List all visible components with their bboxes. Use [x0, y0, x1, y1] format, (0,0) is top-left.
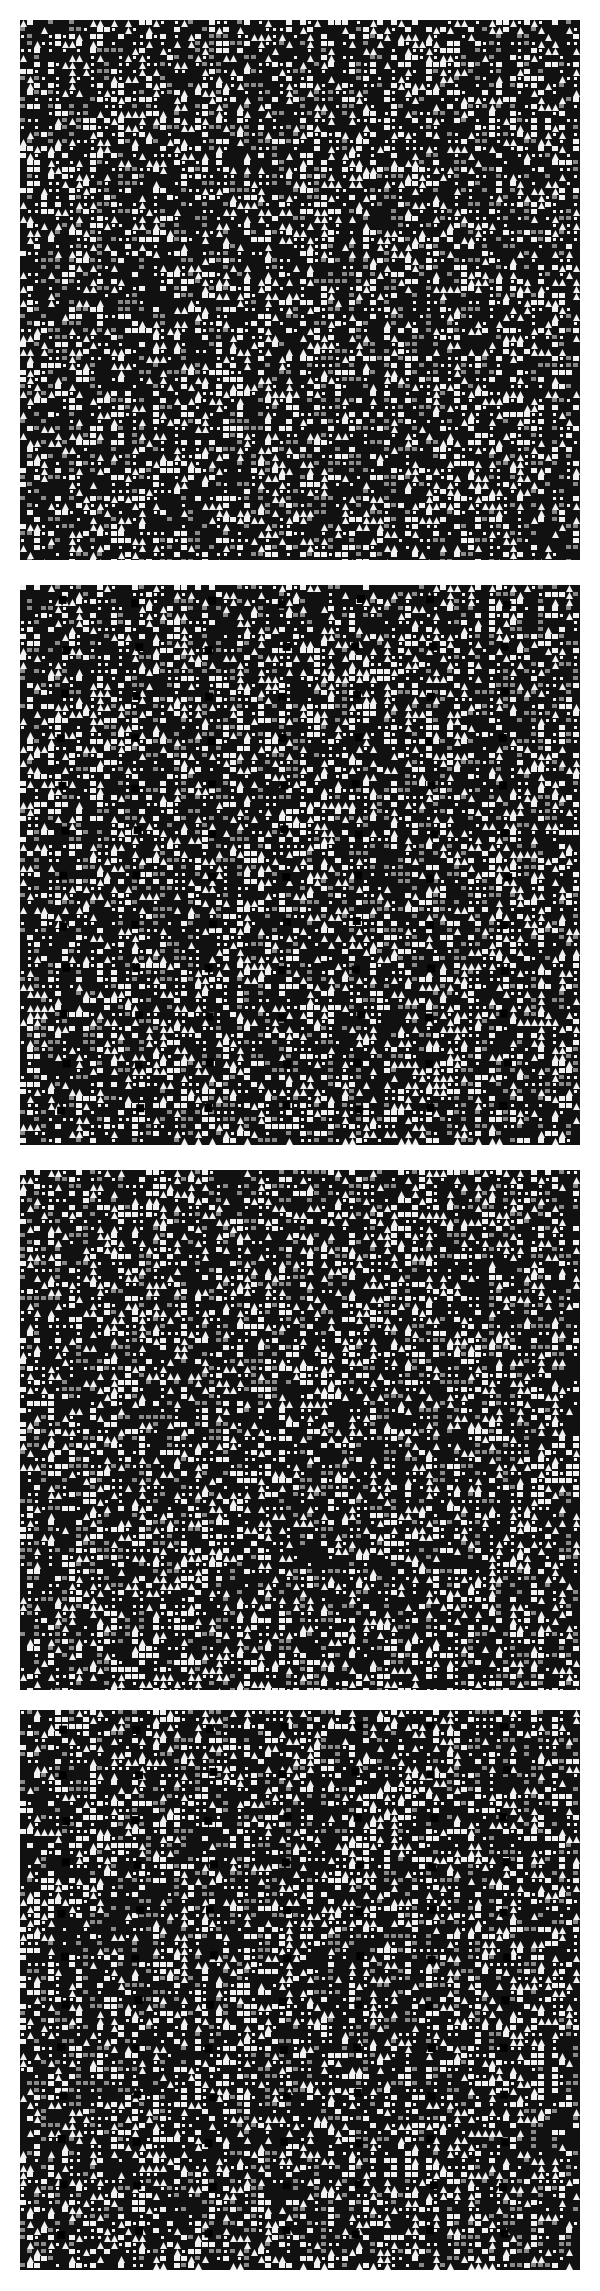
marker-square	[356, 1861, 364, 1869]
marker-square	[425, 2002, 433, 2010]
marker-square	[427, 781, 435, 789]
marker-square	[351, 643, 359, 651]
marker-square	[284, 1813, 292, 1821]
marker-square	[426, 1104, 434, 1112]
marker-square	[429, 643, 437, 651]
marker-square	[210, 1951, 218, 1959]
marker-square	[135, 1771, 143, 1779]
marker-square	[59, 1771, 67, 1779]
marker-square	[426, 1722, 434, 1730]
marker-square	[57, 2043, 65, 2051]
marker-square	[429, 1863, 437, 1871]
marker-square	[135, 1996, 143, 2004]
marker-square	[59, 596, 67, 604]
marker-square	[353, 1059, 361, 1067]
marker-square	[352, 2231, 360, 2239]
marker-square	[427, 965, 435, 973]
marker-square	[136, 1104, 144, 1112]
marker-square	[63, 646, 71, 654]
marker-square	[426, 2135, 434, 2143]
marker-square	[504, 873, 512, 881]
marker-square	[278, 693, 286, 701]
marker-square	[428, 2044, 436, 2052]
marker-square	[61, 827, 69, 835]
texture-panel-3	[20, 1170, 580, 1690]
marker-square	[133, 872, 141, 880]
marker-square	[279, 1998, 287, 2006]
marker-square	[499, 1102, 507, 1110]
marker-square	[58, 782, 66, 790]
marker-square	[355, 831, 363, 839]
marker-square	[209, 920, 217, 928]
marker-square	[131, 1816, 139, 1824]
marker-square	[59, 2181, 67, 2189]
marker-square	[208, 737, 216, 745]
marker-square	[504, 1058, 512, 1066]
marker-square	[426, 595, 434, 603]
marker-square	[501, 688, 509, 696]
marker-square	[280, 2046, 288, 2054]
marker-square	[132, 1726, 140, 1734]
marker-square	[134, 1861, 142, 1869]
marker-square	[431, 830, 439, 838]
marker-square	[428, 1956, 436, 1964]
marker-square	[355, 1908, 363, 1916]
marker-square	[133, 2182, 141, 2190]
marker-square	[283, 1906, 291, 1914]
marker-square	[59, 872, 67, 880]
marker-square	[427, 1770, 435, 1778]
marker-square	[501, 967, 509, 975]
marker-square	[355, 1722, 363, 1730]
marker-square	[209, 2183, 217, 2191]
marker-square	[278, 600, 286, 608]
marker-square	[280, 825, 288, 833]
marker-square	[354, 1814, 362, 1822]
marker-square	[62, 964, 70, 972]
texture-pattern-4	[20, 1710, 580, 2270]
marker-square	[208, 597, 216, 605]
marker-square	[499, 782, 507, 790]
marker-square	[353, 691, 361, 699]
marker-square	[135, 1061, 143, 1069]
marker-square	[205, 964, 213, 972]
marker-square	[136, 1906, 144, 1914]
marker-square	[208, 873, 216, 881]
marker-square	[279, 1014, 287, 1022]
marker-square	[501, 829, 509, 837]
marker-square	[357, 595, 365, 603]
marker-square	[205, 2139, 213, 2147]
marker-square	[209, 1768, 217, 1776]
marker-square	[132, 2045, 140, 2053]
marker-square	[131, 1955, 139, 1963]
marker-square	[283, 2181, 291, 2189]
marker-square	[283, 643, 291, 651]
marker-square	[131, 599, 139, 607]
marker-square	[353, 917, 361, 925]
marker-square	[283, 1060, 291, 1068]
marker-square	[499, 1909, 507, 1917]
marker-square	[354, 2001, 362, 2009]
marker-square	[283, 2092, 291, 2100]
marker-square	[501, 2138, 509, 2146]
marker-square	[209, 2093, 217, 2101]
marker-square	[355, 2180, 363, 2188]
marker-square	[204, 1104, 212, 1112]
marker-square	[57, 1910, 65, 1918]
marker-square	[58, 2135, 66, 2143]
marker-square	[205, 646, 213, 654]
marker-square	[503, 601, 511, 609]
texture-pattern-1	[20, 20, 580, 560]
marker-square	[501, 643, 509, 651]
texture-panel-2	[20, 585, 580, 1145]
marker-square	[132, 964, 140, 972]
marker-square	[62, 2001, 70, 2009]
marker-square	[499, 1813, 507, 1821]
marker-square	[499, 1010, 507, 1018]
marker-square	[279, 1770, 287, 1778]
marker-square	[205, 2045, 213, 2053]
marker-square	[425, 737, 433, 745]
marker-square	[500, 921, 508, 929]
marker-square	[425, 1014, 433, 1022]
marker-square	[135, 643, 143, 651]
marker-square	[60, 1010, 68, 1018]
marker-square	[206, 1013, 214, 1021]
marker-square	[501, 2230, 509, 2238]
marker-square	[430, 2181, 438, 2189]
marker-square	[57, 1107, 65, 1115]
marker-square	[206, 1725, 214, 1733]
marker-square	[62, 1817, 70, 1825]
marker-square	[426, 875, 434, 883]
marker-square	[354, 2089, 362, 2097]
marker-square	[426, 2226, 434, 2234]
marker-square	[135, 1011, 143, 1019]
marker-square	[133, 692, 141, 700]
marker-square	[60, 2092, 68, 2100]
marker-square	[355, 733, 363, 741]
marker-square	[356, 1952, 364, 1960]
marker-square	[208, 830, 216, 838]
marker-square	[133, 2091, 141, 2099]
marker-square	[429, 1906, 437, 1914]
marker-square	[499, 2183, 507, 2191]
marker-square	[499, 734, 507, 742]
marker-square	[206, 2001, 214, 2009]
marker-square	[283, 918, 291, 926]
texture-pattern-2	[20, 585, 580, 1145]
marker-square	[59, 1726, 67, 1734]
marker-square	[205, 693, 213, 701]
marker-square	[131, 734, 139, 742]
marker-square	[204, 1817, 212, 1825]
marker-square	[500, 2044, 508, 2052]
marker-square	[206, 1059, 214, 1067]
marker-square	[131, 785, 139, 793]
marker-square	[281, 1723, 289, 1731]
marker-square	[426, 921, 434, 929]
marker-square	[135, 2227, 143, 2235]
marker-square	[357, 1011, 365, 1019]
marker-square	[430, 1814, 438, 1822]
marker-square	[355, 2139, 363, 2147]
marker-square	[59, 923, 67, 931]
marker-square	[354, 871, 362, 879]
texture-panel-4	[20, 1710, 580, 2270]
marker-square	[63, 1060, 71, 1068]
texture-pattern-3	[20, 1170, 580, 1690]
marker-square	[500, 1723, 508, 1731]
texture-panel-1	[20, 20, 580, 560]
marker-square	[282, 1858, 290, 1866]
marker-square	[208, 780, 216, 788]
marker-square	[353, 2043, 361, 2051]
marker-square	[282, 873, 290, 881]
marker-square	[206, 1906, 214, 1914]
marker-square	[57, 2231, 65, 2239]
marker-square	[280, 782, 288, 790]
marker-square	[355, 1105, 363, 1113]
marker-square	[283, 1954, 291, 1962]
marker-square	[427, 2092, 435, 2100]
marker-square	[352, 966, 360, 974]
marker-square	[62, 1858, 70, 1866]
marker-square	[133, 2138, 141, 2146]
marker-square	[503, 1954, 511, 1962]
marker-square	[500, 2091, 508, 2099]
marker-square	[425, 1060, 433, 1068]
marker-square	[131, 921, 139, 929]
marker-square	[427, 693, 435, 701]
marker-square	[57, 734, 65, 742]
marker-square	[279, 734, 287, 742]
marker-square	[503, 1766, 511, 1774]
marker-square	[278, 966, 286, 974]
marker-square	[352, 1768, 360, 1776]
marker-square	[352, 780, 360, 788]
marker-square	[134, 826, 142, 834]
marker-square	[282, 1101, 290, 1109]
marker-square	[61, 1953, 69, 1961]
marker-square	[205, 2230, 213, 2238]
marker-square	[283, 2227, 291, 2235]
marker-square	[61, 690, 69, 698]
marker-square	[501, 1997, 509, 2005]
marker-square	[280, 2138, 288, 2146]
marker-square	[210, 1860, 218, 1868]
marker-square	[503, 1858, 511, 1866]
